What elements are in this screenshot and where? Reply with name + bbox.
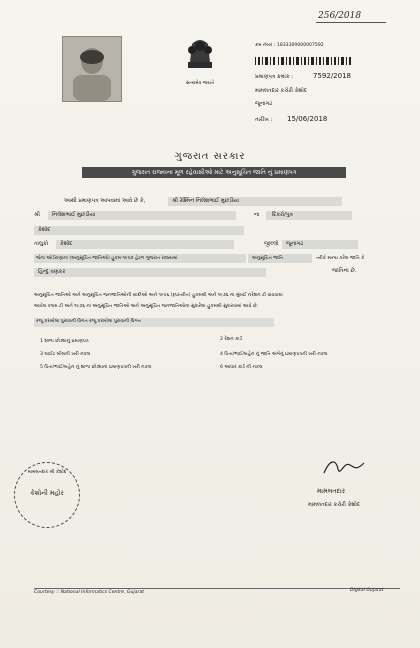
paragraph-line-2: આવેલ કલમ ટી અને ૧૯૭૬ ના અનુસૂચિત જાતિઓ અને અનુસૂચિત જનજાતિઓના સુધારેલા હુકમથી સુધારવામાં આવે છે. xyxy=(34,304,259,309)
row2-mid: ના xyxy=(254,212,260,218)
caste-name: હિન્દુ વણકર xyxy=(38,269,66,275)
date-value: 15/06/2018 xyxy=(287,115,328,123)
doc-item-1: 1 શાળા છોડ્યાનું પ્રમાણપત્ર xyxy=(40,339,89,344)
stamp-name: કેશોની મહોર xyxy=(30,489,64,497)
signer-title: મામલતદાર xyxy=(317,487,346,495)
village: કેશોદ xyxy=(38,227,51,233)
certificate-subtitle: ગુજરાત રાજ્યના મૂળ રહેવાસીઓ માટે અનુસૂચિત જાતિ નું પ્રમાણપત્ર xyxy=(82,167,346,178)
taluka-value: કેશોદ xyxy=(60,241,73,247)
emblem-caption: સત્યમેવ જયતે xyxy=(185,81,215,86)
doc-item-6: 6 આધાર કાર્ડ ની નકલ xyxy=(220,365,263,370)
row5-end: જાતિના છે. xyxy=(332,268,357,274)
row1-label: આથી પ્રમાણપત્ર આપવામાં આવે છે કે, xyxy=(64,198,146,204)
office-name: મામલતદાર કચેરી કેશોદ xyxy=(255,88,307,94)
father-name: નિલેશભાઈ મુછડીયા xyxy=(52,212,96,218)
doc-item-5: 5 પિતા/ભાઈ/બહેન નું શાળા છોડ્યાનાં પ્રમાણપત્રની ખરી નકલ xyxy=(40,365,152,370)
taluka-label: તાલુકો xyxy=(34,241,49,247)
doc-item-2: 2 રેશન કાર્ડ xyxy=(220,337,243,342)
applicant-name: શ્રી રેશ્મિન નિલેશભાઈ મુછડીયા xyxy=(172,198,239,204)
documents-header: રજૂ કરાયેલા પુરાવાની વિગત રજૂ કરાયેલા પુરાવાની વિગત xyxy=(36,319,141,324)
date-label: તારીખ : xyxy=(255,117,273,123)
signature-icon xyxy=(320,455,370,479)
barcode-icon xyxy=(255,50,351,58)
signer-office: મામલતદાર કચેરી કેશોદ xyxy=(308,502,360,508)
row5-tail: તરીકે માન્ય કરેલ જાતિ કે xyxy=(316,256,365,261)
barcode-number: ક્રમ નંબર : 1833309000007592 xyxy=(255,43,324,48)
applicant-photo xyxy=(62,36,122,102)
district-label: જીલ્લો xyxy=(264,241,279,247)
cert-number-value: 7592/2018 xyxy=(313,72,351,80)
state-emblem-icon xyxy=(180,32,220,80)
footer-left: Courtesy :: National Informatics Centre, Gujarat xyxy=(34,590,144,595)
district-value: જૂનાગઢ xyxy=(286,241,304,247)
row2-label: શ્રી xyxy=(34,212,40,218)
row5-caste: અનુસૂચિત જાતિ xyxy=(252,256,283,261)
footer-right: Digital Gujarat xyxy=(350,588,384,593)
row5-text: જેના ઓર્ડરાણાના (અનુસૂચિત જાતિઓ) હુકમ-૧૯૫૦ હેઠળ ગુજરાત રાજ્યમાં xyxy=(36,256,178,261)
district-name: જૂનાગઢ xyxy=(255,101,273,107)
doc-item-4: 4 પિતા/ભાઈ/બહેન નું જાતિ અંગેનું પ્રમાણપત્રની ખરી નકલ xyxy=(220,352,328,357)
paragraph-line-1: અનુસૂચિત જાતિઓ અને અનુસૂચિત જનજાતિઓની યાદીઓ અને ૧૯૫૬ (રૂપાંતરીત) હુકમથી અને ૧૯૭૬ ના મુંબઈ નરેશન ટી વાવવામાં xyxy=(34,293,283,298)
cert-number-label: પ્રમાણપત્ર ક્રમાંક : xyxy=(255,74,294,80)
stamp-ring-text: મામલતદાર શ્રી કેશોદ xyxy=(27,470,67,475)
doc-item-3: 3 લાઈટ બીલની ખરી નકલ xyxy=(40,352,91,357)
handwritten-number: 256/2018 xyxy=(318,11,362,21)
page-title: ગુજરાત સરકાર xyxy=(174,151,246,162)
relation: દિકરો/પુત્ર xyxy=(272,212,293,218)
